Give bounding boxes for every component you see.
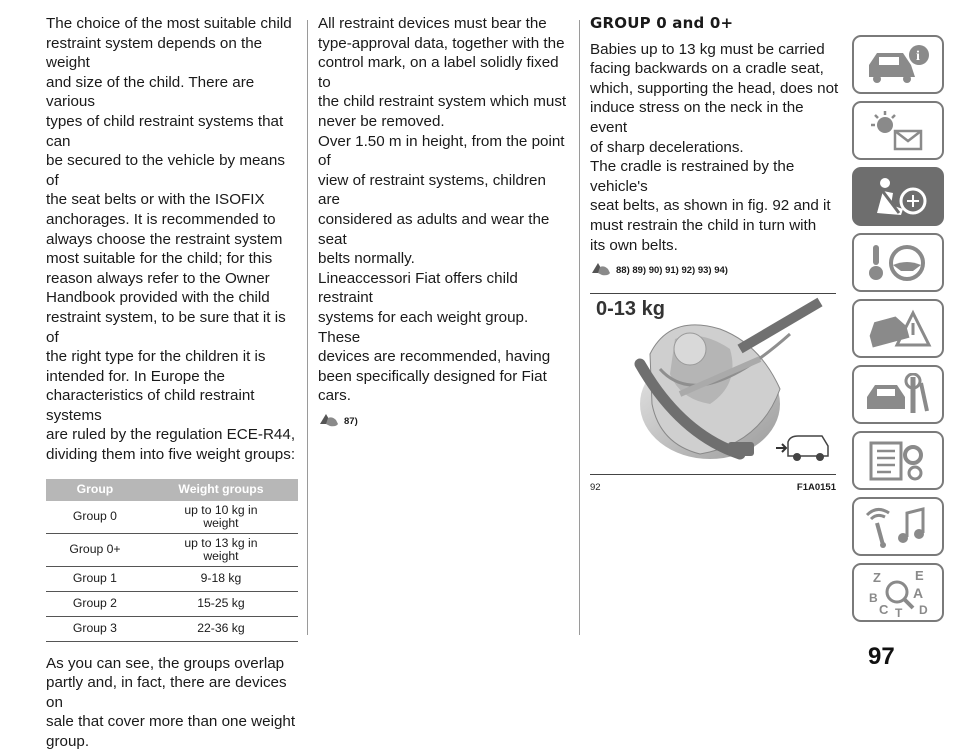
text-line: are ruled by the regulation ECE-R44, xyxy=(46,426,296,444)
index-letter: D xyxy=(919,602,928,617)
text-line: Babies up to 13 kg must be carried xyxy=(590,40,825,58)
text-line: of sharp decelerations. xyxy=(590,138,744,156)
weight-groups-table xyxy=(46,479,298,642)
text-line: seat belts, as shown in fig. 92 and it xyxy=(590,197,831,215)
text-line: the right type for the children it is xyxy=(46,348,266,366)
weight-cell: 9-18 kg xyxy=(144,566,298,591)
text-line: dividing them into five weight groups: xyxy=(46,446,296,464)
seat-airbag-icon xyxy=(863,175,933,219)
figure-number: 92 xyxy=(590,481,601,493)
text-line: partly and, in fact, there are devices on xyxy=(46,674,287,711)
text-line: the seat belts or with the ISOFIX xyxy=(46,191,265,209)
table-row xyxy=(46,566,298,591)
table-row xyxy=(46,501,298,534)
tab-emergency[interactable] xyxy=(852,299,944,358)
text-line: types of child restraint systems that can xyxy=(46,112,284,150)
van-icon xyxy=(776,436,828,461)
group-cell: Group 0+ xyxy=(46,533,144,566)
restraint-paragraph xyxy=(318,14,570,406)
text-line: reason always refer to the Owner xyxy=(46,269,270,287)
weight-cell: 22-36 kg xyxy=(144,616,298,641)
text-line: group. xyxy=(46,733,90,751)
text-line: and size of the child. There are various xyxy=(46,73,255,111)
text-line: As you can see, the groups overlap xyxy=(46,654,285,672)
index-letter: E xyxy=(915,567,924,583)
text-line: considered as adults and wear the seat xyxy=(318,210,550,248)
warning-hand-icon xyxy=(318,412,340,428)
index-letter: C xyxy=(879,601,889,617)
tab-multimedia[interactable] xyxy=(852,497,944,556)
warning-hand-icon xyxy=(590,261,612,277)
text-line: sale that cover more than one weight xyxy=(46,713,296,731)
weight-cell xyxy=(144,501,298,534)
text-line: characteristics of child restraint systems xyxy=(46,387,255,424)
warning-refs-text: 88) 89) 90) 91) 92) 93) 94) xyxy=(616,265,728,277)
text-line: belts normally. xyxy=(318,250,415,268)
table-header-group: Group xyxy=(46,479,144,501)
text-line: restraint system depends on the weight xyxy=(46,34,263,72)
radio-music-icon xyxy=(863,505,933,549)
tab-safety[interactable] xyxy=(852,167,944,226)
column-divider xyxy=(579,20,580,635)
weight-text: up to 10 kg in xyxy=(184,502,258,517)
text-line: control mark, on a label solidly fixed to xyxy=(318,54,559,91)
table-row xyxy=(46,616,298,641)
tab-technical-data[interactable] xyxy=(852,431,944,490)
weight-text: weight xyxy=(203,515,239,530)
table-header-row xyxy=(46,479,298,501)
tab-service-maintenance[interactable] xyxy=(852,365,944,424)
group-cell: Group 2 xyxy=(46,591,144,616)
weight-text: weight xyxy=(203,548,239,563)
figure-weight-label: 0-13 kg xyxy=(596,297,665,320)
text-line: facing backwards on a cradle seat, xyxy=(590,60,824,78)
text-line: restraint system, to be sure that it is of xyxy=(46,308,286,346)
group0-paragraph xyxy=(590,40,840,256)
lights-message-icon xyxy=(863,109,933,153)
weight-text: up to 13 kg in xyxy=(184,535,258,550)
group-cell: Group 1 xyxy=(46,566,144,591)
text-line: intended for. In Europe the xyxy=(46,367,226,385)
figure-code: F1A0151 xyxy=(796,481,836,493)
overlap-paragraph xyxy=(46,654,298,752)
text-line: systems for each weight group. These xyxy=(318,308,529,346)
text-line: the child restraint system which must xyxy=(318,93,567,111)
svg-text:i: i xyxy=(916,48,920,64)
text-line: be secured to the vehicle by means of xyxy=(46,152,285,189)
text-line: never be removed. xyxy=(318,112,445,130)
tab-lights-messages[interactable] xyxy=(852,101,944,160)
section-heading: GROUP 0 and 0+ xyxy=(590,14,734,32)
tab-starting-driving[interactable] xyxy=(852,233,944,292)
index-letter: T xyxy=(895,605,903,618)
warning-refs-text: 87) xyxy=(344,415,358,427)
text-line: Lineaccessori Fiat offers child restraint xyxy=(318,269,518,307)
text-line: which, supporting the head, does not xyxy=(590,79,839,97)
index-letter: B xyxy=(869,590,878,605)
column-2 xyxy=(318,14,570,431)
group-cell: Group 3 xyxy=(46,616,144,641)
warning-reference[interactable] xyxy=(590,261,840,281)
warning-reference[interactable] xyxy=(318,412,570,432)
intro-paragraph xyxy=(46,14,298,465)
group-cell: Group 0 xyxy=(46,501,144,534)
page-number: 97 xyxy=(868,643,895,670)
table-header-weight: Weight groups xyxy=(144,479,298,501)
column-3 xyxy=(590,14,840,497)
weight-cell xyxy=(144,533,298,566)
emergency-triangle-icon xyxy=(863,307,933,351)
text-line: Over 1.50 m in height, from the point of xyxy=(318,132,565,170)
text-line: induce stress on the neck in the event xyxy=(590,99,804,136)
index-letter: Z xyxy=(873,569,881,585)
text-line: type-approval data, together with the xyxy=(318,34,565,52)
index-letter: A xyxy=(913,584,924,601)
key-steering-wheel-icon xyxy=(863,241,933,285)
figure-caption xyxy=(590,478,836,498)
text-line: devices are recommended, having xyxy=(318,348,551,366)
text-line: always choose the restraint system xyxy=(46,230,283,248)
tab-car-info[interactable] xyxy=(852,35,944,94)
column-divider xyxy=(307,20,308,635)
figure-92 xyxy=(590,293,836,475)
text-line: All restraint devices must bear the xyxy=(318,15,547,32)
text-line: anchorages. It is recommended to xyxy=(46,210,276,228)
text-line: its own belts. xyxy=(590,236,678,254)
table-row xyxy=(46,591,298,616)
weight-cell: 15-25 kg xyxy=(144,591,298,616)
tab-index[interactable] xyxy=(852,563,944,622)
text-line: view of restraint systems, children are xyxy=(318,171,546,209)
alphabetical-index-icon xyxy=(863,568,933,618)
car-info-icon xyxy=(863,43,933,87)
data-settings-icon xyxy=(863,439,933,483)
text-line: been specifically designed for Fiat cars. xyxy=(318,367,547,405)
text-line: The choice of the most suitable child xyxy=(46,15,292,32)
text-line: must restrain the child in turn with xyxy=(590,216,817,234)
text-line: most suitable for the child; for this xyxy=(46,250,273,268)
text-line: Handbook provided with the child xyxy=(46,289,270,307)
baby-cradle-illustration xyxy=(590,294,836,474)
text-line: The cradle is restrained by the vehicle's xyxy=(590,158,795,195)
table-row xyxy=(46,533,298,566)
column-1 xyxy=(46,14,298,752)
car-service-icon xyxy=(863,373,933,417)
